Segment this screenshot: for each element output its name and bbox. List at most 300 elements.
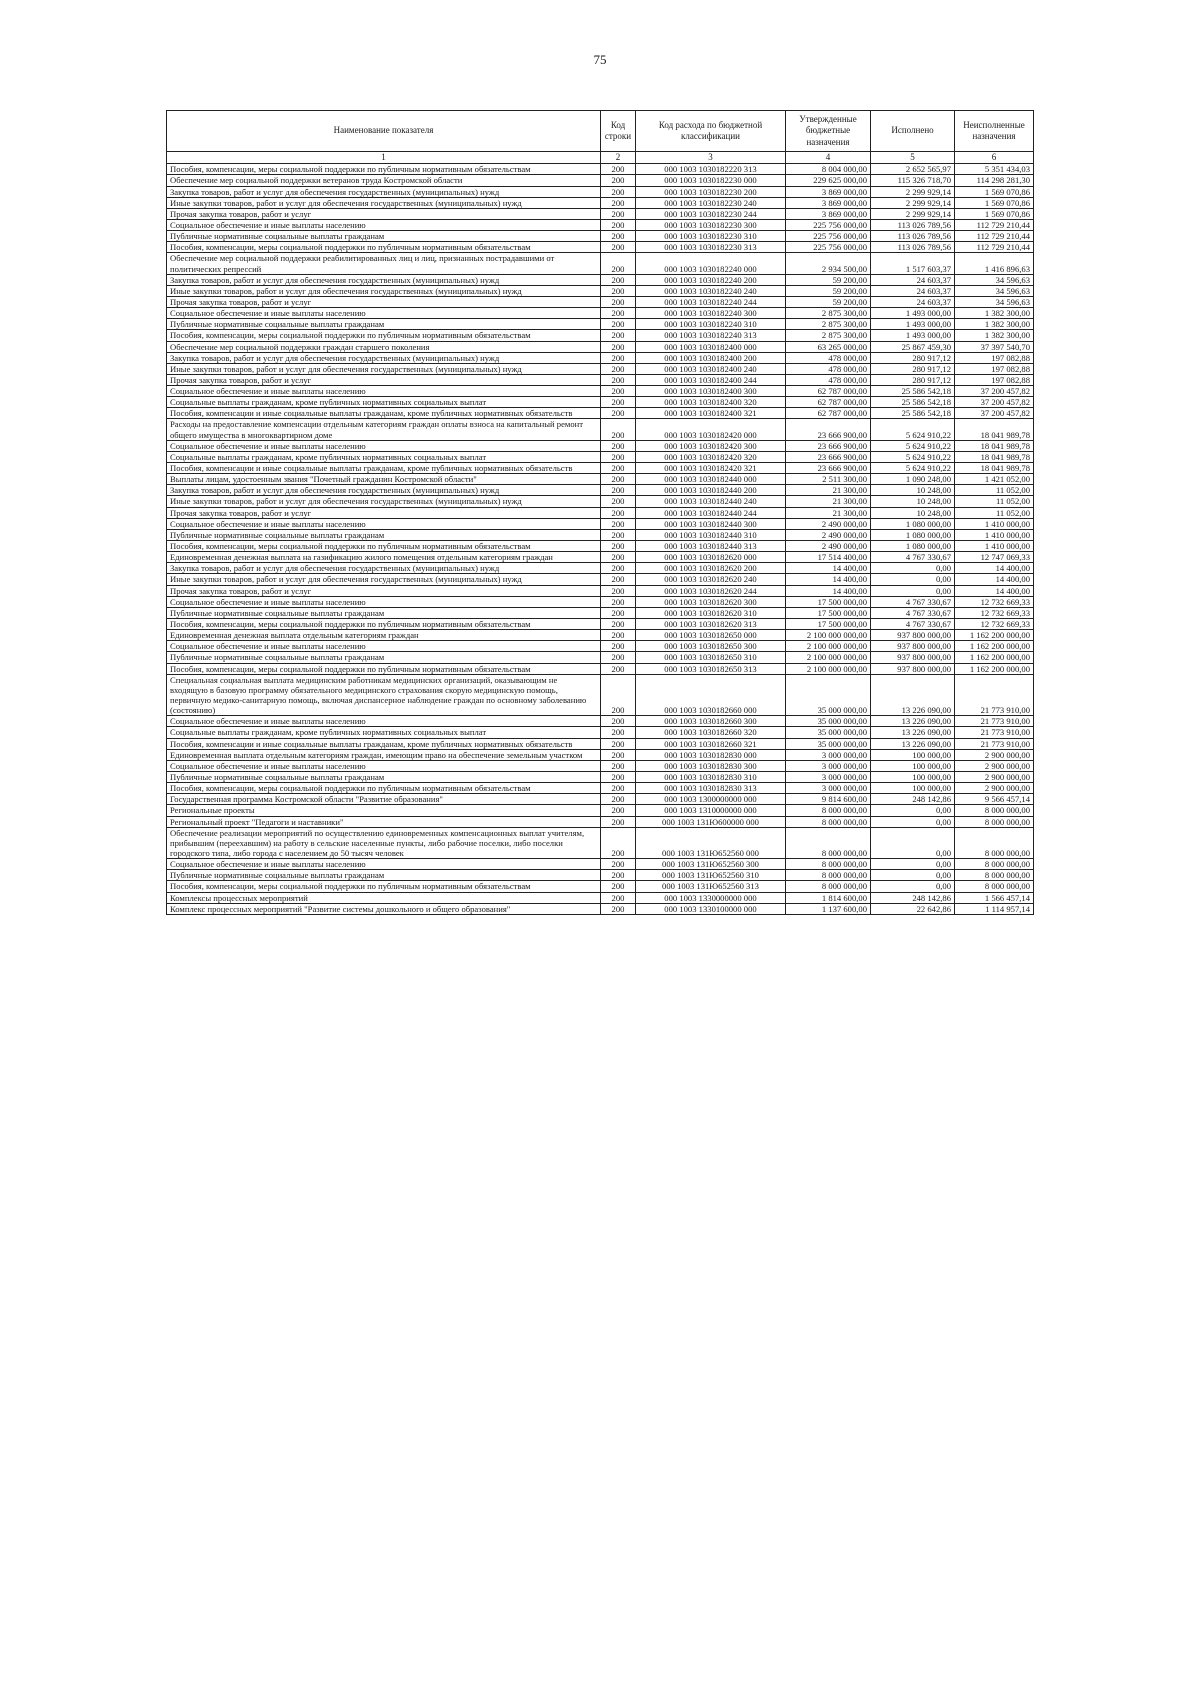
table-row: [167, 341, 1034, 352]
table-row: [167, 330, 1034, 341]
header-remaining: Неисполненные назначения: [955, 111, 1034, 152]
row-name-cell: Пособия, компенсации, меры социальной поддержки по публичным нормативным обязательствам: [167, 242, 601, 253]
row-line-code-cell: 200: [601, 805, 636, 816]
table-row: [167, 186, 1034, 197]
row-expense-code-cell: 000 1003 1030182830 300: [636, 760, 786, 771]
row-expense-code-cell: 000 1003 1030182240 310: [636, 319, 786, 330]
row-expense-code-cell: 000 1003 1310000000 000: [636, 805, 786, 816]
table-row: [167, 794, 1034, 805]
row-name-cell: Публичные нормативные социальные выплаты гражданам: [167, 607, 601, 618]
header-expense-code: Код расхода по бюджетной классификации: [636, 111, 786, 152]
table-row: [167, 419, 1034, 440]
row-approved-cell: 23 666 900,00: [786, 440, 871, 451]
row-remaining-cell: 8 000 000,00: [955, 805, 1034, 816]
row-line-code-cell: 200: [601, 285, 636, 296]
row-line-code-cell: 200: [601, 386, 636, 397]
row-approved-cell: 62 787 000,00: [786, 408, 871, 419]
row-executed-cell: 280 917,12: [871, 352, 955, 363]
row-executed-cell: 25 586 542,18: [871, 408, 955, 419]
row-name-cell: Социальное обеспечение и иные выплаты населению: [167, 440, 601, 451]
table-row: [167, 197, 1034, 208]
row-approved-cell: 2 875 300,00: [786, 330, 871, 341]
table-row: [167, 552, 1034, 563]
row-executed-cell: 937 800 000,00: [871, 630, 955, 641]
row-name-cell: Пособия, компенсации, меры социальной поддержки по публичным нормативным обязательствам: [167, 619, 601, 630]
row-approved-cell: 59 200,00: [786, 274, 871, 285]
page-number: 75: [593, 52, 607, 67]
row-remaining-cell: 8 000 000,00: [955, 870, 1034, 881]
header-row: [167, 111, 1034, 152]
row-line-code-cell: 200: [601, 419, 636, 440]
table-row: [167, 619, 1034, 630]
table-row: [167, 674, 1034, 716]
table-row: [167, 518, 1034, 529]
row-name-cell: Публичные нормативные социальные выплаты гражданам: [167, 231, 601, 242]
table-row: [167, 641, 1034, 652]
row-expense-code-cell: 000 1003 131Ю652560 313: [636, 881, 786, 892]
row-line-code-cell: 200: [601, 274, 636, 285]
row-expense-code-cell: 000 1003 1030182440 000: [636, 474, 786, 485]
row-name-cell: Иные закупки товаров, работ и услуг для обеспечения государственных (муниципальных) нужд: [167, 496, 601, 507]
row-expense-code-cell: 000 1003 1030182660 300: [636, 716, 786, 727]
row-expense-code-cell: 000 1003 1030182400 320: [636, 397, 786, 408]
row-remaining-cell: 21 773 910,00: [955, 727, 1034, 738]
table-row: [167, 164, 1034, 175]
row-name-cell: Социальное обеспечение и иные выплаты населению: [167, 386, 601, 397]
row-approved-cell: 3 869 000,00: [786, 208, 871, 219]
row-line-code-cell: 200: [601, 374, 636, 385]
row-line-code-cell: 200: [601, 253, 636, 274]
row-approved-cell: 35 000 000,00: [786, 674, 871, 716]
table-row: [167, 749, 1034, 760]
row-approved-cell: 3 869 000,00: [786, 197, 871, 208]
row-expense-code-cell: 000 1003 1030182400 300: [636, 386, 786, 397]
row-name-cell: Социальное обеспечение и иные выплаты населению: [167, 760, 601, 771]
column-number-row: [167, 152, 1034, 164]
row-approved-cell: 14 400,00: [786, 563, 871, 574]
row-line-code-cell: 200: [601, 596, 636, 607]
row-remaining-cell: 12 732 669,33: [955, 607, 1034, 618]
row-name-cell: Социальное обеспечение и иные выплаты населению: [167, 716, 601, 727]
budget-execution-table: [166, 110, 1034, 915]
row-name-cell: Пособия, компенсации, меры социальной поддержки по публичным нормативным обязательствам: [167, 330, 601, 341]
table-row: [167, 496, 1034, 507]
row-line-code-cell: 200: [601, 607, 636, 618]
row-executed-cell: 0,00: [871, 827, 955, 858]
row-expense-code-cell: 000 1003 1030182440 200: [636, 485, 786, 496]
column-number: 2: [601, 152, 636, 164]
row-executed-cell: 248 142,86: [871, 794, 955, 805]
row-approved-cell: 3 000 000,00: [786, 771, 871, 782]
table-row: [167, 386, 1034, 397]
table-row: [167, 585, 1034, 596]
row-executed-cell: 25 586 542,18: [871, 397, 955, 408]
row-executed-cell: 24 603,37: [871, 274, 955, 285]
row-remaining-cell: 114 298 281,30: [955, 175, 1034, 186]
table-row: [167, 451, 1034, 462]
table-row: [167, 440, 1034, 451]
row-name-cell: Прочая закупка товаров, работ и услуг: [167, 374, 601, 385]
row-name-cell: Иные закупки товаров, работ и услуг для обеспечения государственных (муниципальных) нужд: [167, 197, 601, 208]
row-approved-cell: 59 200,00: [786, 296, 871, 307]
row-line-code-cell: 200: [601, 529, 636, 540]
row-approved-cell: 225 756 000,00: [786, 242, 871, 253]
row-name-cell: Комплексы процессных мероприятий: [167, 892, 601, 903]
row-name-cell: Социальное обеспечение и иные выплаты населению: [167, 596, 601, 607]
row-expense-code-cell: 000 1003 1030182830 000: [636, 749, 786, 760]
row-approved-cell: 2 490 000,00: [786, 541, 871, 552]
row-line-code-cell: 200: [601, 816, 636, 827]
row-remaining-cell: 18 041 989,78: [955, 451, 1034, 462]
row-executed-cell: 5 624 910,22: [871, 451, 955, 462]
row-approved-cell: 478 000,00: [786, 374, 871, 385]
row-expense-code-cell: 000 1003 131Ю652560 000: [636, 827, 786, 858]
row-line-code-cell: 200: [601, 485, 636, 496]
row-line-code-cell: 200: [601, 574, 636, 585]
row-line-code-cell: 200: [601, 164, 636, 175]
row-remaining-cell: 37 200 457,82: [955, 386, 1034, 397]
row-remaining-cell: 11 052,00: [955, 507, 1034, 518]
table-row: [167, 596, 1034, 607]
row-name-cell: Социальное обеспечение и иные выплаты населению: [167, 859, 601, 870]
table-row: [167, 208, 1034, 219]
row-line-code-cell: 200: [601, 552, 636, 563]
row-line-code-cell: 200: [601, 663, 636, 674]
row-approved-cell: 21 300,00: [786, 507, 871, 518]
row-name-cell: Обеспечение мер социальной поддержки реабилитированных лиц и лиц, признанных пострадавшими от политических репрессий: [167, 253, 601, 274]
row-line-code-cell: 200: [601, 881, 636, 892]
row-line-code-cell: 200: [601, 783, 636, 794]
row-approved-cell: 35 000 000,00: [786, 727, 871, 738]
row-name-cell: Закупка товаров, работ и услуг для обеспечения государственных (муниципальных) нужд: [167, 186, 601, 197]
row-expense-code-cell: 000 1003 1030182230 244: [636, 208, 786, 219]
row-remaining-cell: 2 900 000,00: [955, 749, 1034, 760]
table-row: [167, 285, 1034, 296]
row-approved-cell: 8 004 000,00: [786, 164, 871, 175]
row-approved-cell: 14 400,00: [786, 585, 871, 596]
column-number: 4: [786, 152, 871, 164]
column-number: 6: [955, 152, 1034, 164]
row-remaining-cell: 8 000 000,00: [955, 816, 1034, 827]
row-remaining-cell: 37 200 457,82: [955, 408, 1034, 419]
row-expense-code-cell: 000 1003 131Ю652560 310: [636, 870, 786, 881]
row-executed-cell: 937 800 000,00: [871, 663, 955, 674]
row-expense-code-cell: 000 1003 1330100000 000: [636, 903, 786, 914]
row-name-cell: Пособия, компенсации и иные социальные выплаты гражданам, кроме публичных нормативных обязательств: [167, 408, 601, 419]
row-remaining-cell: 37 200 457,82: [955, 397, 1034, 408]
table-row: [167, 870, 1034, 881]
row-expense-code-cell: 000 1003 1030182400 240: [636, 363, 786, 374]
table-row: [167, 760, 1034, 771]
row-name-cell: Публичные нормативные социальные выплаты гражданам: [167, 870, 601, 881]
row-approved-cell: 8 000 000,00: [786, 881, 871, 892]
row-name-cell: Региональные проекты: [167, 805, 601, 816]
table-row: [167, 903, 1034, 914]
row-executed-cell: 1 517 603,37: [871, 253, 955, 274]
row-executed-cell: 13 226 090,00: [871, 716, 955, 727]
row-line-code-cell: 200: [601, 630, 636, 641]
row-approved-cell: 2 100 000 000,00: [786, 630, 871, 641]
row-expense-code-cell: 000 1003 1030182240 240: [636, 285, 786, 296]
row-remaining-cell: 8 000 000,00: [955, 859, 1034, 870]
table-row: [167, 816, 1034, 827]
table-row: [167, 892, 1034, 903]
row-remaining-cell: 1 162 200 000,00: [955, 652, 1034, 663]
table-row: [167, 563, 1034, 574]
row-expense-code-cell: 000 1003 1030182230 313: [636, 242, 786, 253]
table-row: [167, 607, 1034, 618]
table-row: [167, 663, 1034, 674]
table-row: [167, 242, 1034, 253]
row-executed-cell: 4 767 330,67: [871, 596, 955, 607]
row-approved-cell: 35 000 000,00: [786, 738, 871, 749]
table-row: [167, 805, 1034, 816]
row-line-code-cell: 200: [601, 330, 636, 341]
row-line-code-cell: 200: [601, 563, 636, 574]
row-approved-cell: 225 756 000,00: [786, 219, 871, 230]
row-approved-cell: 17 500 000,00: [786, 607, 871, 618]
row-remaining-cell: 1 410 000,00: [955, 541, 1034, 552]
table-row: [167, 507, 1034, 518]
row-executed-cell: 2 299 929,14: [871, 186, 955, 197]
row-line-code-cell: 200: [601, 749, 636, 760]
row-executed-cell: 100 000,00: [871, 760, 955, 771]
table-row: [167, 474, 1034, 485]
row-approved-cell: 2 100 000 000,00: [786, 652, 871, 663]
row-expense-code-cell: 000 1003 1030182240 244: [636, 296, 786, 307]
row-remaining-cell: 1 410 000,00: [955, 529, 1034, 540]
row-expense-code-cell: 000 1003 1300000000 000: [636, 794, 786, 805]
row-name-cell: Специальная социальная выплата медицинским работникам медицинских организаций, оказывающим не входящую в базовую программу обязательного медицинского страхования скорую медицинскую помощь, первичную медико-санитарную помощь, включая диспансерное наблюдение граждан по основному заболеванию (состоянию): [167, 674, 601, 716]
row-approved-cell: 1 814 600,00: [786, 892, 871, 903]
row-remaining-cell: 1 416 896,63: [955, 253, 1034, 274]
row-expense-code-cell: 000 1003 1030182650 310: [636, 652, 786, 663]
row-remaining-cell: 1 566 457,14: [955, 892, 1034, 903]
row-executed-cell: 1 080 000,00: [871, 541, 955, 552]
row-executed-cell: 937 800 000,00: [871, 641, 955, 652]
table-row: [167, 541, 1034, 552]
row-remaining-cell: 37 397 540,70: [955, 341, 1034, 352]
row-executed-cell: 100 000,00: [871, 771, 955, 782]
column-number: 1: [167, 152, 601, 164]
table-row: [167, 783, 1034, 794]
row-approved-cell: 21 300,00: [786, 496, 871, 507]
row-expense-code-cell: 000 1003 1030182830 313: [636, 783, 786, 794]
row-line-code-cell: 200: [601, 175, 636, 186]
row-name-cell: Прочая закупка товаров, работ и услуг: [167, 507, 601, 518]
row-line-code-cell: 200: [601, 585, 636, 596]
row-line-code-cell: 200: [601, 507, 636, 518]
row-line-code-cell: 200: [601, 397, 636, 408]
row-expense-code-cell: 000 1003 1030182440 313: [636, 541, 786, 552]
row-approved-cell: 225 756 000,00: [786, 231, 871, 242]
row-remaining-cell: 8 000 000,00: [955, 881, 1034, 892]
row-expense-code-cell: 000 1003 1030182620 200: [636, 563, 786, 574]
row-approved-cell: 8 000 000,00: [786, 805, 871, 816]
table-row: [167, 652, 1034, 663]
row-name-cell: Социальное обеспечение и иные выплаты населению: [167, 641, 601, 652]
table-row: [167, 859, 1034, 870]
row-approved-cell: 3 000 000,00: [786, 760, 871, 771]
row-executed-cell: 280 917,12: [871, 363, 955, 374]
row-approved-cell: 62 787 000,00: [786, 397, 871, 408]
row-expense-code-cell: 000 1003 131Ю652560 300: [636, 859, 786, 870]
row-line-code-cell: 200: [601, 619, 636, 630]
row-approved-cell: 17 500 000,00: [786, 596, 871, 607]
row-expense-code-cell: 000 1003 1030182420 000: [636, 419, 786, 440]
row-executed-cell: 22 642,86: [871, 903, 955, 914]
row-name-cell: Иные закупки товаров, работ и услуг для обеспечения государственных (муниципальных) нужд: [167, 574, 601, 585]
row-name-cell: Пособия, компенсации и иные социальные выплаты гражданам, кроме публичных нормативных обязательств: [167, 463, 601, 474]
row-executed-cell: 1 090 248,00: [871, 474, 955, 485]
row-executed-cell: 13 226 090,00: [871, 674, 955, 716]
row-name-cell: Обеспечение мер социальной поддержки граждан старшего поколения: [167, 341, 601, 352]
row-name-cell: Социальное обеспечение и иные выплаты населению: [167, 219, 601, 230]
row-name-cell: Иные закупки товаров, работ и услуг для обеспечения государственных (муниципальных) нужд: [167, 363, 601, 374]
row-executed-cell: 2 299 929,14: [871, 208, 955, 219]
row-remaining-cell: 34 596,63: [955, 285, 1034, 296]
row-name-cell: Пособия, компенсации и иные социальные выплаты гражданам, кроме публичных нормативных обязательств: [167, 738, 601, 749]
row-remaining-cell: 5 351 434,03: [955, 164, 1034, 175]
row-approved-cell: 23 666 900,00: [786, 451, 871, 462]
row-remaining-cell: 112 729 210,44: [955, 219, 1034, 230]
row-approved-cell: 3 000 000,00: [786, 783, 871, 794]
row-line-code-cell: 200: [601, 319, 636, 330]
row-remaining-cell: 21 773 910,00: [955, 738, 1034, 749]
row-name-cell: Закупка товаров, работ и услуг для обеспечения государственных (муниципальных) нужд: [167, 485, 601, 496]
table-row: [167, 274, 1034, 285]
row-name-cell: Комплекс процессных мероприятий "Развитие системы дошкольного и общего образования": [167, 903, 601, 914]
row-remaining-cell: 14 400,00: [955, 574, 1034, 585]
table-row: [167, 529, 1034, 540]
table-row: [167, 727, 1034, 738]
row-executed-cell: 248 142,86: [871, 892, 955, 903]
row-expense-code-cell: 000 1003 1030182620 240: [636, 574, 786, 585]
row-name-cell: Государственная программа Костромской области "Развитие образования": [167, 794, 601, 805]
row-remaining-cell: 112 729 210,44: [955, 231, 1034, 242]
row-executed-cell: 10 248,00: [871, 496, 955, 507]
row-line-code-cell: 200: [601, 760, 636, 771]
row-approved-cell: 62 787 000,00: [786, 386, 871, 397]
row-name-cell: Публичные нормативные социальные выплаты гражданам: [167, 652, 601, 663]
row-remaining-cell: 197 082,88: [955, 352, 1034, 363]
row-expense-code-cell: 000 1003 1030182240 200: [636, 274, 786, 285]
row-name-cell: Социальные выплаты гражданам, кроме публичных нормативных социальных выплат: [167, 727, 601, 738]
row-expense-code-cell: 000 1003 1030182650 000: [636, 630, 786, 641]
row-approved-cell: 2 100 000 000,00: [786, 641, 871, 652]
column-number: 3: [636, 152, 786, 164]
row-executed-cell: 4 767 330,67: [871, 607, 955, 618]
row-line-code-cell: 200: [601, 771, 636, 782]
row-line-code-cell: 200: [601, 352, 636, 363]
row-executed-cell: 1 493 000,00: [871, 319, 955, 330]
row-approved-cell: 2 934 500,00: [786, 253, 871, 274]
row-executed-cell: 0,00: [871, 585, 955, 596]
table-row: [167, 574, 1034, 585]
row-remaining-cell: 11 052,00: [955, 485, 1034, 496]
row-name-cell: Публичные нормативные социальные выплаты гражданам: [167, 771, 601, 782]
row-expense-code-cell: 000 1003 1030182620 244: [636, 585, 786, 596]
row-name-cell: Иные закупки товаров, работ и услуг для обеспечения государственных (муниципальных) нужд: [167, 285, 601, 296]
row-remaining-cell: 9 566 457,14: [955, 794, 1034, 805]
row-approved-cell: 8 000 000,00: [786, 870, 871, 881]
column-number: 5: [871, 152, 955, 164]
row-line-code-cell: 200: [601, 903, 636, 914]
row-remaining-cell: 1 382 300,00: [955, 319, 1034, 330]
row-remaining-cell: 14 400,00: [955, 563, 1034, 574]
row-executed-cell: 10 248,00: [871, 485, 955, 496]
row-approved-cell: 59 200,00: [786, 285, 871, 296]
row-expense-code-cell: 000 1003 1030182650 313: [636, 663, 786, 674]
row-name-cell: Единовременная выплата отдельным категориям граждан, имеющим право на обеспечение земельным участком: [167, 749, 601, 760]
row-approved-cell: 229 625 000,00: [786, 175, 871, 186]
row-executed-cell: 1 080 000,00: [871, 518, 955, 529]
row-approved-cell: 14 400,00: [786, 574, 871, 585]
row-remaining-cell: 8 000 000,00: [955, 827, 1034, 858]
row-expense-code-cell: 000 1003 1030182620 310: [636, 607, 786, 618]
table-row: [167, 630, 1034, 641]
row-expense-code-cell: 000 1003 1030182400 200: [636, 352, 786, 363]
row-remaining-cell: 34 596,63: [955, 274, 1034, 285]
row-remaining-cell: 1 162 200 000,00: [955, 663, 1034, 674]
row-expense-code-cell: 000 1003 1030182830 310: [636, 771, 786, 782]
row-name-cell: Закупка товаров, работ и услуг для обеспечения государственных (муниципальных) нужд: [167, 352, 601, 363]
row-remaining-cell: 2 900 000,00: [955, 783, 1034, 794]
row-executed-cell: 0,00: [871, 574, 955, 585]
row-line-code-cell: 200: [601, 518, 636, 529]
row-name-cell: Выплаты лицам, удостоенным звания "Почетный гражданин Костромской области": [167, 474, 601, 485]
row-executed-cell: 2 652 565,97: [871, 164, 955, 175]
row-line-code-cell: 200: [601, 308, 636, 319]
row-line-code-cell: 200: [601, 674, 636, 716]
table-row: [167, 485, 1034, 496]
row-name-cell: Прочая закупка товаров, работ и услуг: [167, 208, 601, 219]
row-remaining-cell: 12 732 669,33: [955, 619, 1034, 630]
header-approved: Утвержденные бюджетные назначения: [786, 111, 871, 152]
row-line-code-cell: 200: [601, 652, 636, 663]
row-line-code-cell: 200: [601, 197, 636, 208]
row-executed-cell: 1 493 000,00: [871, 330, 955, 341]
table-row: [167, 296, 1034, 307]
row-expense-code-cell: 000 1003 1030182440 240: [636, 496, 786, 507]
row-name-cell: Расходы на предоставление компенсации отдельным категориям граждан оплаты взноса на капитальный ремонт общего имущества в многоквартирном доме: [167, 419, 601, 440]
row-name-cell: Социальные выплаты гражданам, кроме публичных нормативных социальных выплат: [167, 397, 601, 408]
row-name-cell: Единовременная денежная выплата на газификацию жилого помещения отдельным категориям граждан: [167, 552, 601, 563]
row-expense-code-cell: 000 1003 1030182400 244: [636, 374, 786, 385]
row-name-cell: Пособия, компенсации, меры социальной поддержки по публичным нормативным обязательствам: [167, 881, 601, 892]
row-executed-cell: 113 026 789,56: [871, 219, 955, 230]
row-remaining-cell: 1 421 052,00: [955, 474, 1034, 485]
row-expense-code-cell: 000 1003 1030182400 321: [636, 408, 786, 419]
row-expense-code-cell: 000 1003 1330000000 000: [636, 892, 786, 903]
row-name-cell: Обеспечение реализации мероприятий по осуществлению единовременных компенсационных выплат учителям, прибывшим (переехавшим) на работу в сельские населенные пункты, либо рабочие поселки, либо поселки городского типа, либо города с населением до 50 тысяч человек: [167, 827, 601, 858]
row-line-code-cell: 200: [601, 440, 636, 451]
row-approved-cell: 8 000 000,00: [786, 859, 871, 870]
row-approved-cell: 2 100 000 000,00: [786, 663, 871, 674]
row-approved-cell: 8 000 000,00: [786, 827, 871, 858]
row-line-code-cell: 200: [601, 474, 636, 485]
row-expense-code-cell: 000 1003 1030182620 300: [636, 596, 786, 607]
row-name-cell: Пособия, компенсации, меры социальной поддержки по публичным нормативным обязательствам: [167, 541, 601, 552]
row-line-code-cell: 200: [601, 242, 636, 253]
row-executed-cell: 25 867 459,30: [871, 341, 955, 352]
row-executed-cell: 115 326 718,70: [871, 175, 955, 186]
row-expense-code-cell: 000 1003 1030182660 000: [636, 674, 786, 716]
row-line-code-cell: 200: [601, 641, 636, 652]
row-approved-cell: 8 000 000,00: [786, 816, 871, 827]
row-executed-cell: 100 000,00: [871, 749, 955, 760]
row-approved-cell: 17 514 400,00: [786, 552, 871, 563]
